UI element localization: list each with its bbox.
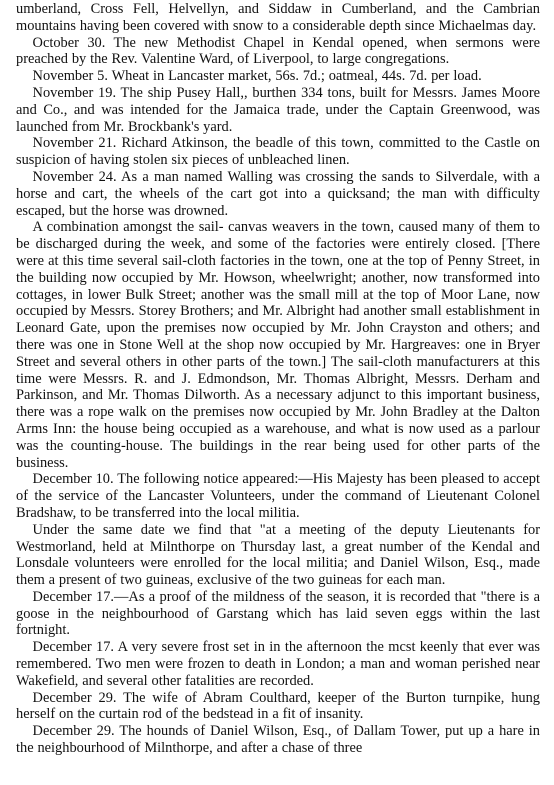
- paragraph: November 24. As a man named Walling was crossing the sands to Silverdale, with a horse and cart, the wheels of the cart got into a quicksand; the man with difficulty escaped, but the horse was drowned.: [16, 168, 540, 219]
- paragraph: A combination amongst the sail- canvas weavers in the town, caused many of them to be discharged during the week, and some of the factories were entirely closed. [There were at this time several sail-cloth factories in the town, one at the top of Penny Street, in the building now occupied by Mr. Howson, wheelwright; another, now transformed into cottages, in lower Bulk Street; another was the small mill at the top of Moor Lane, now occupied by Messrs. Storey Brothers; and Mr. Albright had another small establishment in Leonard Gate, upon the premises now occupied by Mr. John Crayston and others; and there was one in Stone Well at the shop now occupied by Mr. Hargreaves: one in Bryer Street and several others in other parts of the town.] The sail-cloth manufacturers at this time were Messrs. R. and J. Edmondson, Mr. Thomas Albright, Messrs. Derham and Parkinson, and Mr. Thomas Dilworth. As a necessary adjunct to this important business, there was a rope walk on the premises now occupied by Mr. John Bradley at the Dalton Arms Inn: the house being occupied as a warehouse, and what is now used as a parlour was the counting-house. The buildings in the rear being used for other parts of the business.: [16, 219, 540, 471]
- paragraph: December 17. A very severe frost set in in the afternoon the mcst keenly that ever was remembered. Two men were frozen to death in London; a man and woman perished near Wakefield, and several other fatalities are recorded.: [16, 639, 540, 689]
- paragraph: December 10. The following notice appeared:—His Majesty has been pleased to accept of the service of the Lancaster Volunteers, under the command of Lieutenant Colonel Bradshaw, to be transferred into the local militia.: [16, 471, 540, 521]
- paragraph: December 29. The wife of Abram Coulthard, keeper of the Burton turnpike, hung herself on the curtain rod of the bedstead in a fit of insanity.: [16, 689, 540, 723]
- paragraph: Under the same date we find that "at a meeting of the deputy Lieutenants for Westmorland, held at Milnthorpe on Thursday last, a great number of the Kendal and Lonsdale volunteers were enrolled for the local militia; and Daniel Wilson, Esq., made them a present of two guineas, exclusive of the two guineas for each man.: [16, 521, 540, 589]
- paragraph: October 30. The new Methodist Chapel in Kendal opened, when sermons were preached by the Rev. Valentine Ward, of Liverpool, to large congregations.: [16, 34, 540, 68]
- paragraph: November 5. Wheat in Lancaster market, 56s. 7d.; oatmeal, 44s. 7d. per load.: [32, 68, 482, 85]
- paragraph: umberland, Cross Fell, Helvellyn, and Siddaw in Cumberland, and the Cambrian mountains having been covered with snow to a considerable depth since Michaelmas day.: [16, 1, 540, 34]
- paragraph: December 17.—As a proof of the mildness of the season, it is recorded that "there is a goose in the neighbourhood of Garstang which has laid seven eggs within the last fortnight.: [16, 588, 540, 639]
- paragraph: November 21. Richard Atkinson, the beadle of this town, committed to the Castle on suspicion of having stolen six pieces of unbleached linen.: [16, 135, 540, 169]
- paragraph: December 29. The hounds of Daniel Wilson, Esq., of Dallam Tower, put up a hare in the neighbourhood of Milnthorpe, and after a chase of three: [16, 723, 540, 757]
- paragraph: November 19. The ship Pusey Hall,, burthen 334 tons, built for Messrs. James Moore and Co., and was intended for the Jamaica trade, under the Captain Greenwood, was launched from Mr. Brockbank's yard.: [16, 84, 540, 135]
- text-column: [16, 1, 540, 757]
